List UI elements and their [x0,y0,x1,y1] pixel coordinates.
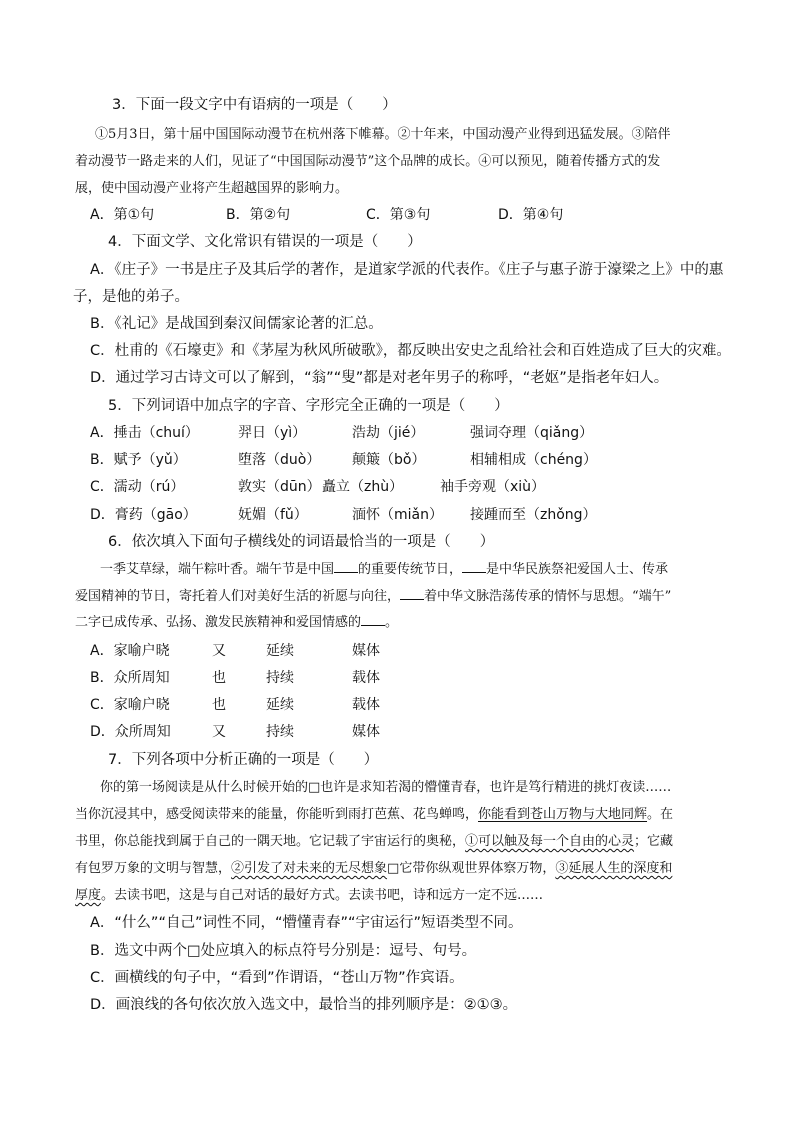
q5-b-word-4: 相辅相成（chéng） [470,452,597,468]
q6-passage-part: 是中华民族祭祀爱国人士、传承 [486,562,669,577]
q3-option-d: D．第④句 [498,207,564,223]
q3-passage-line-2: 着动漫节一路走来的人们，见证了“中国国际动漫节”这个品牌的成长。④可以预见，随着传播方式的发 [75,154,661,169]
q6-a-col-4: 媒体 [352,643,380,659]
q4-option-b: B．《礼记》是战国到秦汉间儒家论著的汇总。 [90,316,383,332]
q7-wavy-sentence-3-cont: 厚度 [75,888,102,903]
q5-b-word-1: B．赋予（yǔ） [90,452,187,468]
q5-d-word-1: D．膏药（gāo） [90,507,197,523]
q7-text: 。在 [647,807,674,822]
q6-c-col-3: 延续 [266,697,294,713]
q4-option-c: C．杜甫的《石壕吏》和《茅屋为秋风所破歌》，都反映出安史之乱给社会和百姓造成了巨大的灾难。 [90,343,731,359]
q7-option-d: D．画浪线的各句依次放入选文中，最恰当的排列顺序是：②①③。 [90,997,518,1013]
q7-text: 当你沉浸其中，感受阅读带来的能量，你能听到雨打芭蕉、花鸟蝉鸣， [75,807,479,822]
q3-option-c: C．第③句 [366,207,431,223]
q7-wavy-sentence-1: ①可以触及每一个自由的心灵 [465,834,635,849]
q6-c-col-1: C．家喻户晓 [90,697,170,713]
q5-b-word-3: 颠簸（bǒ） [352,452,426,468]
q6-a-col-1: A．家喻户晓 [90,643,170,659]
q6-d-col-4: 媒体 [352,724,380,740]
q5-d-word-3: 湎怀（miǎn） [352,507,443,523]
q6-passage-part: 爱国精神的节日，寄托着人们对美好生活的祈愿与向往， [75,589,401,604]
q3-option-b: B．第②句 [226,207,291,223]
q4-option-a-line-2: 子，是他的弟子。 [73,289,189,305]
q6-passage-part: 。 [385,615,399,630]
q7-stem: 7．下列各项中分析正确的一项是（ ） [108,752,379,768]
q5-c-word-3: 矗立（zhù） [322,479,404,495]
q6-passage-part: 二字已成传承、弘扬、激发民族精神和爱国情感的 [75,615,362,630]
fill-blank-3 [400,587,424,600]
q4-stem: 4．下面文学、文化常识有错误的一项是（ ） [108,234,422,250]
fill-blank-1 [334,560,358,573]
q7-text: ；它藏 [634,834,674,849]
q7-passage-line-4 [75,859,672,879]
q4-option-a-line-1: A．《庄子》一书是庄子及其后学的著作，是道家学派的代表作。《庄子与惠子游于濠梁之上》中的惠 [90,262,724,278]
q7-option-c: C．画横线的句子中，“看到”作谓语，“苍山万物”作宾语。 [90,970,464,986]
q6-b-col-1: B．众所周知 [90,670,170,686]
q6-passage-part: 一季艾草绿，端午粽叶香。端午节是中国 [100,562,335,577]
q7-wavy-sentence-2: ②引发了对未来的无尽想象 [231,861,388,876]
q7-wavy-sentence-3: ③延展人生的深度和 [555,861,673,876]
q6-passage-part: 的重要传统节日， [358,562,463,577]
q5-stem: 5．下列词语中加点字的字音、字形完全正确的一项是（ ） [108,398,509,414]
q5-a-word-4: 强词夺理（qiǎng） [470,425,594,441]
q3-passage-line-3: 展，使中国动漫产业将产生超越国界的影响力。 [75,181,349,196]
q6-a-col-3: 延续 [266,643,294,659]
q5-a-word-2: 羿日（yì） [238,425,307,441]
q6-d-col-2: 又 [212,724,226,740]
q7-text: 。去读书吧，这是与自己对话的最好方式。去读书吧，诗和远方一定不远…… [101,888,544,903]
q6-a-col-2: 又 [212,643,226,659]
q6-passage-part: 着中华文脉浩荡传承的情怀与思想。“端午” [424,589,672,604]
q7-text: 书里，你总能找到属于自己的一隅天地。它记载了宇宙运行的奥秘， [75,834,466,849]
q7-passage-line-2 [75,805,673,825]
q5-c-word-2: 敦实（dūn） [238,479,321,495]
q6-b-col-4: 载体 [352,670,380,686]
fill-blank-4 [361,613,385,626]
q7-option-b: B．选文中两个□处应填入的标点符号分别是：逗号、句号。 [90,943,477,959]
q6-c-col-4: 载体 [352,697,380,713]
q5-c-word-4: 袖手旁观（xiù） [440,479,546,495]
q3-passage-line-1: ①5月3日，第十届中国国际动漫节在杭州落下帷幕。②十年来，中国动漫产业得到迅猛发展。③陪伴 [95,127,671,142]
q5-b-word-2: 堕落（duò） [238,452,321,468]
q5-a-word-1: A．捶击（chuí） [90,425,199,441]
q6-passage-line-2 [75,587,671,607]
q6-d-col-1: D．众所周知 [90,724,171,740]
q3-stem: 3．下面一段文字中有语病的一项是（ ） [112,97,397,113]
q4-option-d: D．通过学习古诗文可以了解到，“翁”“叟”都是对老年男子的称呼，“老妪”是指老年妇人。 [90,370,669,386]
fill-blank-2 [462,560,486,573]
q7-passage-line-1: 你的第一场阅读是从什么时候开始的□也许是求知若渴的懵懂青春，也许是笃行精进的挑灯夜读…… [100,780,672,795]
q6-b-col-3: 持续 [266,670,294,686]
q7-option-a: A．“什么”“自己”词性不同，“懵懂青春”“宇宙运行”短语类型不同。 [90,915,523,931]
q5-a-word-3: 浩劫（jié） [352,425,425,441]
q6-b-col-2: 也 [212,670,226,686]
q5-c-word-1: C．濡动（rú） [90,479,185,495]
q3-option-a: A．第①句 [90,207,155,223]
q7-text: 有包罗万象的文明与智慧， [75,861,232,876]
q7-passage-line-3 [75,832,673,852]
q6-c-col-2: 也 [212,697,226,713]
q5-d-word-4: 接踵而至（zhǒng） [470,507,597,523]
q5-d-word-2: 妩媚（fǔ） [238,507,308,523]
q6-passage-line-3 [75,613,398,633]
q6-stem: 6．依次填入下面句子横线处的词语最恰当的一项是（ ） [108,534,495,550]
q7-underlined-sentence: 你能看到苍山万物与大地同辉 [478,807,648,822]
q6-d-col-3: 持续 [266,724,294,740]
q7-passage-line-5 [75,886,543,906]
q6-passage-line-1 [100,560,668,580]
q7-text: □它带你纵观世界体察万物， [387,861,556,876]
